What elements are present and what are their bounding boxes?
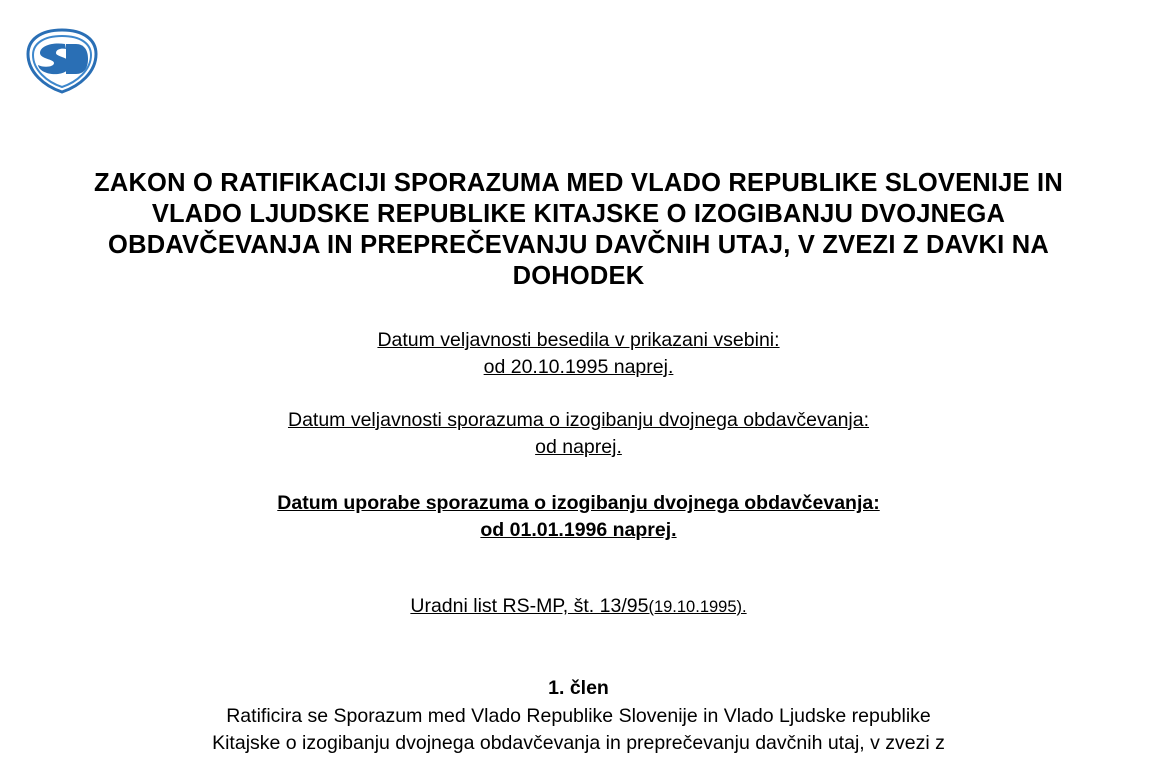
- page-title: ZAKON O RATIFIKACIJI SPORAZUMA MED VLADO REPUBLIKE SLOVENIJE IN VLADO LJUDSKE REPUBLIKE KITAJSKE O IZOGIBANJU DVOJNEGA OBDAVČEVANJA IN PREPREČEVANJU DAVČNIH UTAJ, V ZVEZI Z DAVKI NA DOHODEK: [94, 169, 1063, 290]
- sd-emblem-logo: [22, 28, 102, 94]
- gazette-reference: [0, 593, 1157, 621]
- treaty-validity-label: Datum veljavnosti sporazuma o izogibanju dvojnega obdavčevanja:: [287, 409, 870, 431]
- article-text-line-1: Ratificira se Sporazum med Vlado Republike Slovenije in Vlado Ljudske republike: [226, 705, 931, 727]
- validity-label: Datum veljavnosti besedila v prikazani vsebini:: [377, 329, 780, 351]
- treaty-application-label: Datum uporabe sporazuma o izogibanju dvojnega obdavčevanja:: [277, 492, 880, 514]
- treaty-validity-block: [0, 407, 1157, 461]
- article-text-line-2: Kitajske o izogibanju dvojnega obdavčevanja in preprečevanju davčnih utaj, v zvezi z: [212, 732, 945, 754]
- validity-date-block: [0, 327, 1157, 381]
- treaty-application-block: [0, 490, 1157, 544]
- validity-value: od 20.10.1995 naprej.: [483, 356, 674, 378]
- article-number: 1. člen: [548, 677, 609, 699]
- article-text: [0, 703, 1157, 757]
- gazette-reference-main: Uradni list RS-MP, št. 13/95: [410, 595, 649, 617]
- treaty-application-value: od 01.01.1996 naprej.: [480, 519, 677, 541]
- treaty-validity-value: od naprej.: [535, 436, 622, 458]
- gazette-reference-date: (19.10.1995).: [648, 598, 747, 616]
